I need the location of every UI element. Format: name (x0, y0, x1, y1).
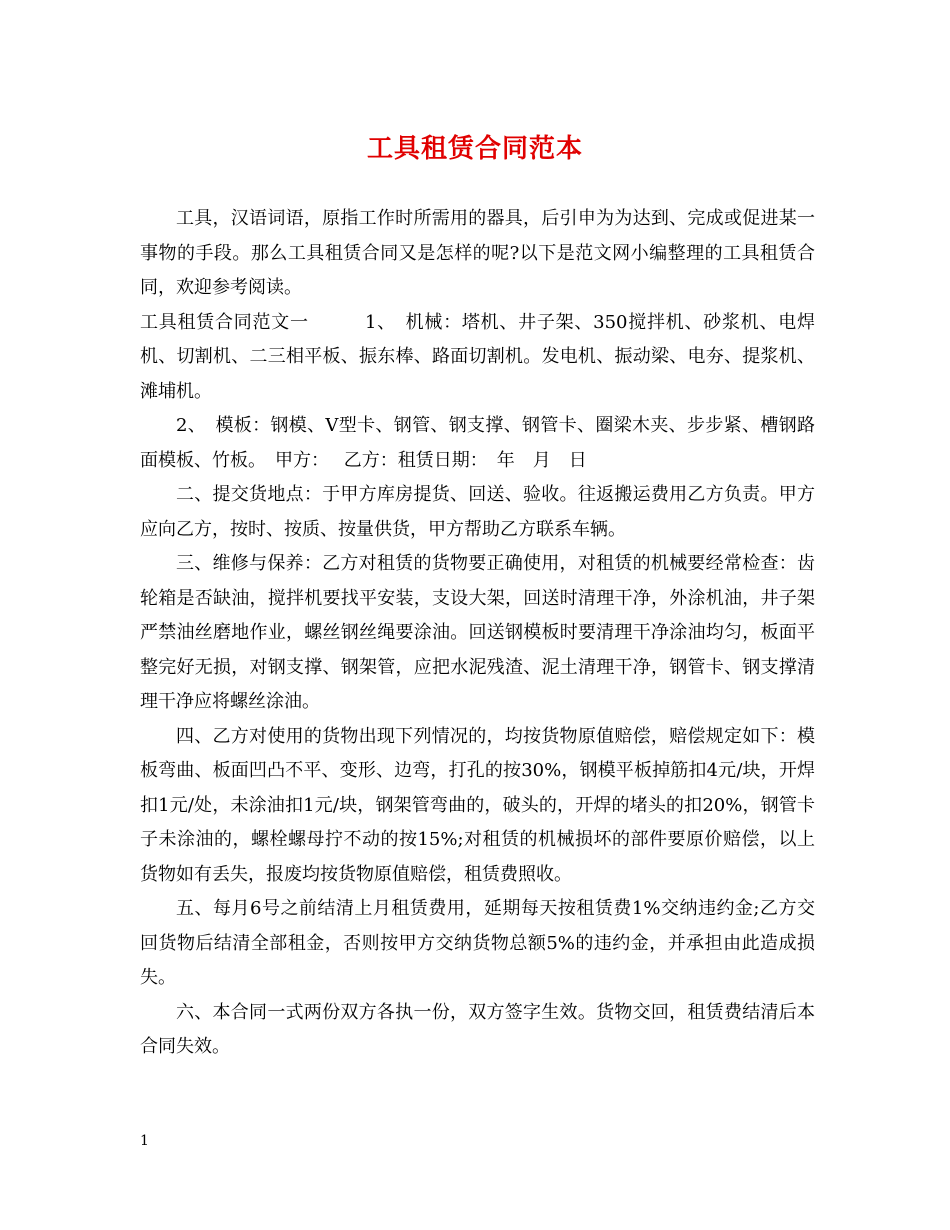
paragraph-machinery: 工具租赁合同范文一 1、 机械：塔机、井子架、350搅拌机、砂浆机、电焊机、切割机、二三相平板、振东棒、路面切割机。发电机、振动梁、电夯、提浆机、滩埔机。 (140, 311, 815, 402)
document-title: 工具租赁合同范本 (366, 134, 583, 164)
paragraph-compensation: 四、乙方对使用的货物出现下列情况的，均按货物原值赔偿，赔偿规定如下：模板弯曲、板面凹凸不平、变形、边弯，打孔的按30%，钢模平板掉筋扣4元/块，开焊扣1元/处，未涂油扣1元/块，钢架管弯曲的，破头的，开焊的堵头的扣20%，钢管卡子未涂油的，螺栓螺母拧不动的按15%;对租赁的机械损坏的部件要原价赔偿，以上货物如有丢失，报废均按货物原值赔偿，租赁费照收。 (140, 725, 815, 885)
paragraph-delivery: 二、提交货地点：于甲方库房提货、回送、验收。往返搬运费用乙方负责。甲方应向乙方，按时、按质、按量供货，甲方帮助乙方联系车辆。 (140, 484, 815, 540)
page-number: 1 (140, 1133, 149, 1149)
document-body (140, 202, 815, 1065)
paragraph-maintenance: 三、维修与保养：乙方对租赁的货物要正确使用，对租赁的机械要经常检查：齿轮箱是否缺油，搅拌机要找平安装，支设大架，回送时清理干净，外涂机油，井子架严禁油丝磨地作业，螺丝钢丝绳要涂油。回送钢模板时要清理干净涂油均匀，板面平整完好无损，对钢支撑、钢架管，应把水泥残渣、泥土清理干净，钢管卡、钢支撑清理干净应将螺丝涂油。 (140, 553, 815, 712)
intro-paragraph: 工具，汉语词语，原指工作时所需用的器具，后引申为为达到、完成或促进某一事物的手段。那么工具租赁合同又是怎样的呢?以下是范文网小编整理的工具租赁合同，欢迎参考阅读。 (140, 208, 815, 298)
paragraph-payment: 五、每月6号之前结清上月租赁费用，延期每天按租赁费1%交纳违约金;乙方交回货物后结清全部租金，否则按甲方交纳货物总额5%的违约金，并承担由此造成损失。 (140, 898, 815, 988)
paragraph-formwork: 2、 模板：钢模、V型卡、钢管、钢支撑、钢管卡、圈梁木夹、步步紧、槽钢路面模板、竹板。 甲方： 乙方：租赁日期： 年 月 日 (140, 415, 815, 471)
paragraph-validity: 六、本合同一式两份双方各执一份，双方签字生效。货物交回，租赁费结清后本合同失效。 (140, 1001, 815, 1057)
